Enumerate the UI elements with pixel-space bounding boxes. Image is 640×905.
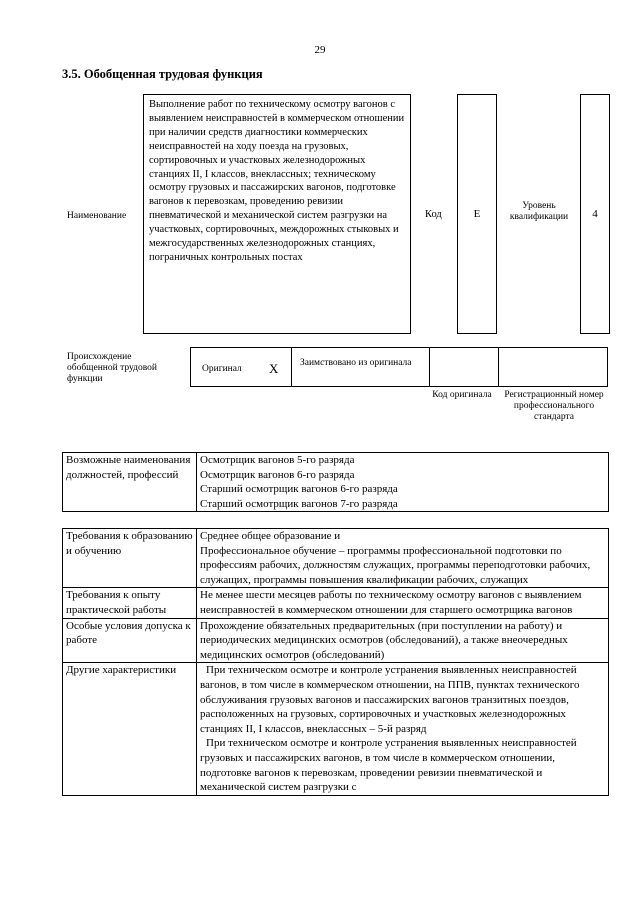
level-label: Уровень квалификации: [509, 201, 569, 222]
requirement-value: [197, 588, 609, 618]
original-label: Оригинал: [202, 364, 242, 374]
requirement-label: Требования к опыту практической работы: [63, 588, 197, 618]
original-mark: X: [269, 361, 279, 376]
table-row: [63, 618, 609, 663]
code-label: Код: [425, 209, 442, 220]
origin-table: [190, 347, 608, 387]
positions-table: [62, 452, 609, 512]
position-item: Старший осмотрщик вагонов 7-го разряда: [200, 497, 398, 510]
section-title: 3.5. Обобщенная трудовая функция: [62, 67, 263, 81]
code-original-caption: Код оригинала: [432, 390, 492, 400]
requirement-value: [197, 663, 609, 795]
function-name-box: [143, 94, 411, 334]
table-row: [63, 453, 609, 512]
position-item: Старший осмотрщик вагонов 6-го разряда: [200, 483, 398, 496]
requirements-table: [62, 528, 609, 796]
origin-divider: [429, 348, 430, 386]
positions-list: [197, 453, 609, 512]
requirement-label: Особые условия допуска к работе: [63, 618, 197, 663]
origin-label: Происхождение обобщенной трудовой функции: [67, 352, 157, 384]
origin-divider: [291, 348, 292, 386]
code-value: E: [473, 208, 481, 220]
borrowed-label: Заимствовано из оригинала: [300, 358, 412, 368]
name-label: Наименование: [67, 211, 127, 221]
level-value-cell: [580, 94, 610, 334]
position-item: Осмотрщик вагонов 6-го разряда: [200, 468, 355, 481]
requirement-line: Не менее шести месяцев работы по техническому осмотру вагонов с выявлением неисправностей в коммерческом отношении для старшего осмотрщика вагонов: [200, 589, 582, 616]
table-row: [63, 663, 609, 795]
origin-divider: [498, 348, 499, 386]
function-name-text: Выполнение работ по техническому осмотру вагонов с выявлением неисправностей в коммерческом отношении при наличии средств диагностики коммерческих неисправностей на ходу поезда на грузовых, сортировочных и участковых железнодорожных станциях II, I классов, внеклассных; техническому осмотру грузовых и пассажирских вагонов, подготовке вагонов к перевозкам, проведению ревизии пневматической и механической систем разгрузки на участковых, сортировочных, междорожных стыковых и межгосударственных железнодорожных станциях, пограничных контрольных постах: [149, 99, 405, 263]
page-number: 29: [314, 44, 326, 56]
requirement-value: [197, 618, 609, 663]
requirement-line: При техническом осмотре и контроле устранения выявленных неисправностей вагонов, в том числе в коммерческом отношении, на ППВ, пунктах технического обслуживания грузовых вагонов и пассажирских вагонов транзитных поездов, расположенных на грузовых, сортировочных и участковых железнодорожных станциях II, I классов, внеклассных – 5-й разряд: [200, 664, 580, 735]
table-row: [63, 529, 609, 588]
requirement-label: Другие характеристики: [63, 663, 197, 795]
table-row: [63, 588, 609, 618]
level-value: 4: [592, 208, 598, 220]
positions-label: Возможные наименования должностей, профессий: [63, 453, 197, 512]
code-value-cell: [457, 94, 497, 334]
requirement-line: При техническом осмотре и контроле устранения выявленных неисправностей грузовых и пассажирских вагонов, в том числе в коммерческом отношении, подготовке вагонов к перевозкам, проведении ревизии пневматической и механической систем разгрузки с: [200, 737, 577, 794]
requirement-label: Требования к образованию и обучению: [63, 529, 197, 588]
reg-number-caption: Регистрационный номер профессионального стандарта: [504, 390, 604, 422]
requirement-line: Прохождение обязательных предварительных (при поступлении на работу) и периодических медицинских осмотров (обследований), а также внеочередных медицинских осмотров (обследований): [200, 619, 568, 661]
position-item: Осмотрщик вагонов 5-го разряда: [200, 454, 355, 466]
requirement-value: [197, 529, 609, 588]
requirement-line: Среднее общее образование и: [200, 530, 341, 542]
requirement-line: Профессиональное обучение – программы профессиональной подготовки по профессиям рабочих, должностям служащих, программы переподготовки рабочих, служащих, программы повышения квалификации рабочих, служащих: [200, 544, 591, 586]
